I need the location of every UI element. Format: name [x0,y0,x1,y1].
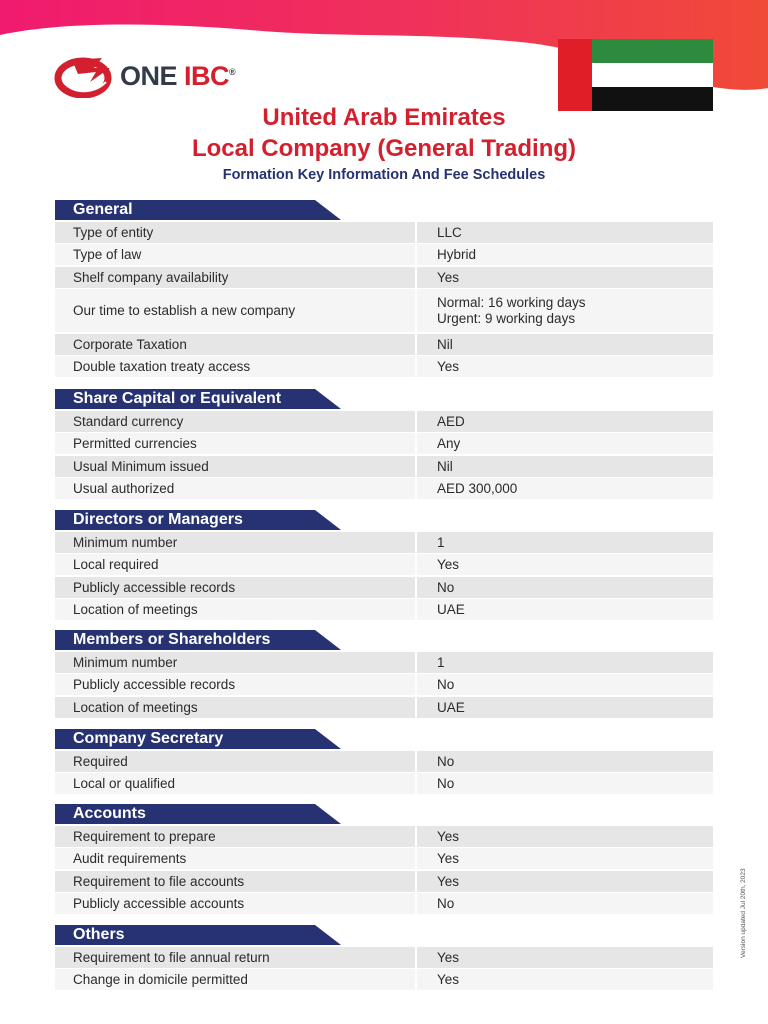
table-row [55,848,713,869]
table-row [55,773,713,794]
flag-red-band [558,39,592,111]
section-title: Share Capital or Equivalent [73,390,282,407]
row-value: No [415,751,713,772]
table-row [55,871,713,892]
table-row [55,751,713,772]
row-label: Shelf company availability [73,269,229,285]
table-row [55,893,713,914]
version-note: Version updated Jul 20th, 2023 [740,868,747,958]
flag-white-stripe [592,63,713,87]
table-row [55,456,713,477]
row-value: No [415,577,713,598]
table-row [55,532,713,553]
row-label: Change in domicile permitted [73,972,248,987]
section-title: Others [73,926,125,943]
section-title: Accounts [73,805,146,822]
section-title: Members or Shareholders [73,631,271,648]
row-label: Minimum number [73,534,178,550]
section-directors-or-managers [55,510,713,620]
table-row [55,222,713,243]
section-header [55,630,341,650]
row-value: No [415,773,713,794]
table-row [55,411,713,432]
table-row [55,356,713,377]
row-label: Required [73,753,128,769]
row-value-line2: Urgent: 9 working days [437,310,576,326]
row-value: Nil [415,456,713,477]
row-label: Audit requirements [73,851,187,866]
section-header [55,510,341,530]
section-company-secretary [55,729,713,794]
section-share-capital-or-equivalent [55,389,713,499]
section-header [55,200,341,220]
row-value: Yes [415,848,713,869]
row-value: Yes [415,826,713,847]
brand-logo [54,54,235,98]
row-label: Standard currency [73,413,184,429]
table-row [55,697,713,718]
registered-mark: ® [229,66,236,77]
table-row [55,478,713,499]
section-members-or-shareholders [55,630,713,718]
row-value: AED [415,411,713,432]
row-label: Double taxation treaty access [73,359,251,374]
table-row [55,599,713,620]
row-value: Yes [415,267,713,288]
section-title: Directors or Managers [73,511,243,528]
logo-swoosh-icon [54,54,116,98]
table-row [55,289,713,332]
table-row [55,334,713,355]
row-value: Yes [415,554,713,575]
row-label: Usual authorized [73,481,175,496]
row-value: 1 [415,652,713,673]
brand-name-one: ONE [120,60,178,91]
row-label: Publicly accessible accounts [73,896,245,911]
row-label: Location of meetings [73,602,198,617]
row-value: No [415,893,713,914]
table-row [55,969,713,990]
table-row [55,244,713,265]
table-row [55,674,713,695]
section-others [55,925,713,990]
row-value: No [415,674,713,695]
row-label: Type of entity [73,224,154,240]
page-title-line2: Local Company (General Trading) [191,135,577,162]
row-value [415,289,713,332]
brand-name [120,61,235,92]
row-label: Requirement to file annual return [73,949,270,965]
row-label: Minimum number [73,654,178,670]
row-value: UAE [415,599,713,620]
row-value: Yes [415,871,713,892]
row-label: Location of meetings [73,699,198,715]
row-value: Yes [415,947,713,968]
row-value: AED 300,000 [415,478,713,499]
row-label: Type of law [73,247,142,262]
brand-name-ibc: IBC [184,60,230,91]
section-header [55,389,341,409]
row-label: Permitted currencies [73,436,197,451]
row-label: Our time to establish a new company [73,303,296,318]
table-row [55,826,713,847]
flag-green-stripe [592,39,713,63]
row-label: Local required [73,557,159,572]
row-label: Requirement to prepare [73,828,216,844]
table-row [55,433,713,454]
row-value: Nil [415,334,713,355]
table-row [55,554,713,575]
page-subtitle: Formation Key Information And Fee Schedules [222,167,546,183]
row-value-line1: Normal: 16 working days [437,294,586,310]
row-label: Local or qualified [73,776,176,791]
table-row [55,652,713,673]
section-header [55,729,341,749]
section-accounts [55,804,713,914]
row-value: UAE [415,697,713,718]
table-row [55,577,713,598]
row-value: LLC [415,222,713,243]
row-label: Corporate Taxation [73,336,187,352]
row-label: Requirement to file accounts [73,873,245,889]
table-row [55,267,713,288]
row-value: Yes [415,969,713,990]
row-value: Yes [415,356,713,377]
row-label: Publicly accessible records [73,677,236,692]
section-header [55,925,341,945]
section-title: General [73,201,133,218]
row-label: Usual Minimum issued [73,458,209,474]
row-label: Publicly accessible records [73,579,236,595]
row-value: Hybrid [415,244,713,265]
section-header [55,804,341,824]
page-title-line1: United Arab Emirates [262,104,506,131]
section-title: Company Secretary [73,730,224,747]
row-value: Any [415,433,713,454]
uae-flag-icon [558,39,713,111]
row-value: 1 [415,532,713,553]
section-general [55,200,713,377]
table-row [55,947,713,968]
